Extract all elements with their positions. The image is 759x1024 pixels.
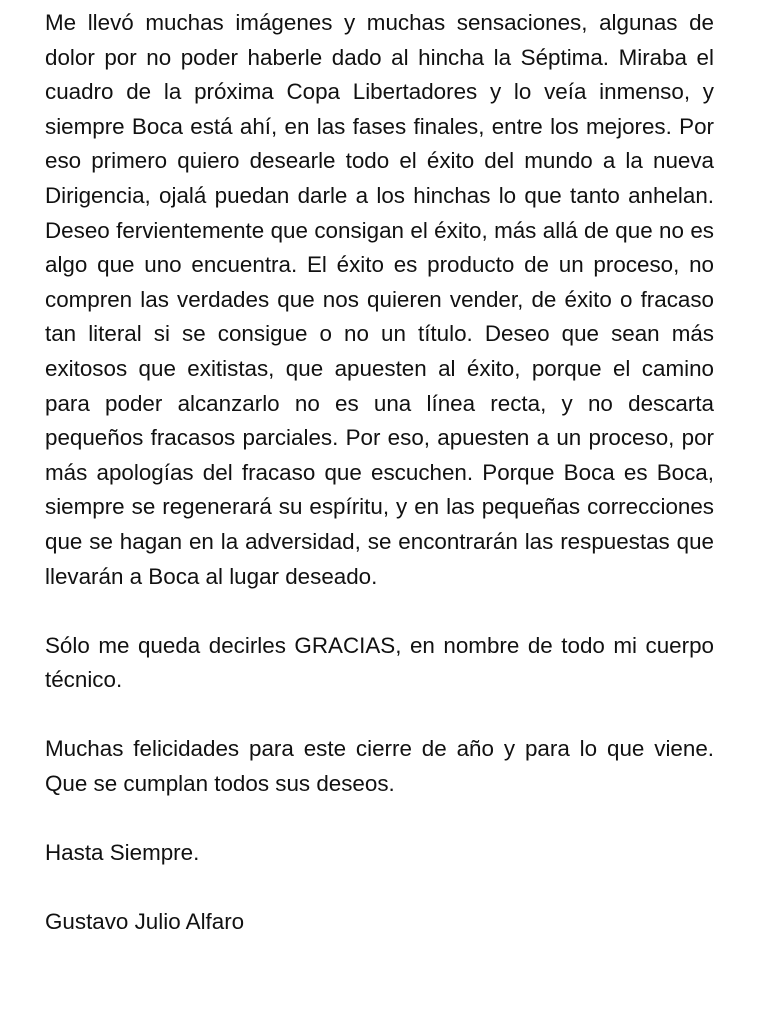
closing-line: Hasta Siempre.	[45, 840, 200, 866]
paragraph-wishes: Muchas felicidades para este cierre de año y para lo que viene. Que se cumplan todos sus deseos.	[45, 736, 714, 797]
signature: Gustavo Julio Alfaro	[45, 909, 245, 935]
letter-body	[45, 6, 714, 940]
paragraph-thanks: Sólo me queda decirles GRACIAS, en nombre de todo mi cuerpo técnico.	[45, 632, 714, 693]
paragraph-main: Me llevó muchas imágenes y muchas sensaciones, algunas de dolor por no poder haberle dado al hincha la Séptima. Miraba el cuadro de la próxima Copa Libertadores y lo veía inmenso, y siempre Boca está ahí, en las fases finales, entre los mejores. Por eso primero quiero desearle todo el éxito del mundo a la nueva Dirigencia, ojalá puedan darle a los hinchas lo que tanto anhelan. Deseo fervientemente que consigan el éxito, más allá de que no es algo que uno encuentra. El éxito es producto de un proceso, no compren las verdades que nos quieren vender, de éxito o fracaso tan literal si se consigue o no un título. Deseo que sean más exitosos que exitistas, que apuesten al éxito, porque el camino para poder alcanzarlo no es una línea recta, y no descarta pequeños fracasos parciales. Por eso, apuesten a un proceso, por más apologías del fracaso que escuchen. Porque Boca es Boca, siempre se regenerará su espíritu, y en las pequeñas correcciones que se hagan en la adversidad, se encontrarán las respuestas que llevarán a Boca al lugar deseado.	[45, 10, 714, 589]
